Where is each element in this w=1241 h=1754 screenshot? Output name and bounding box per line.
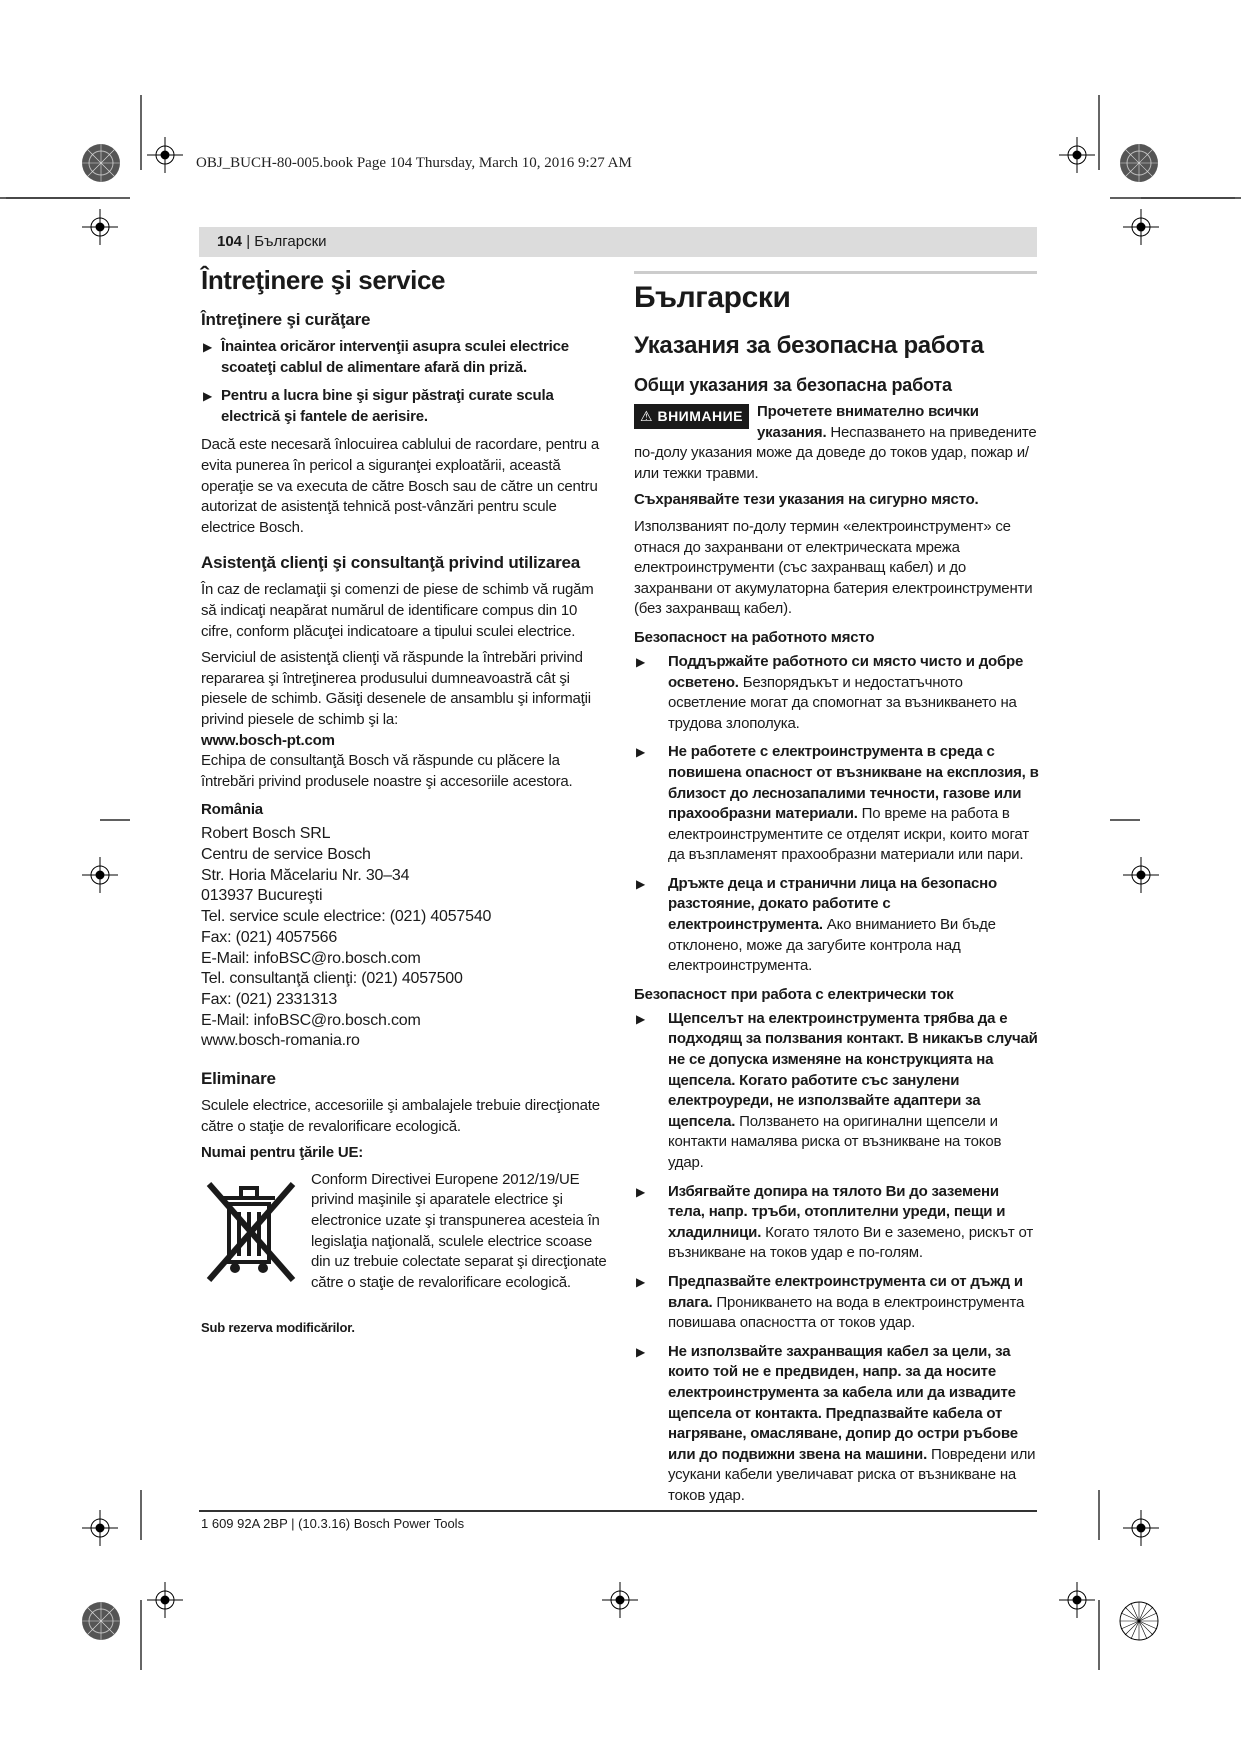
address-line: Fax: (021) 4057566: [201, 928, 338, 946]
bullet-item: ▶ Дръжте деца и странични лица на безопасно разстояние, докато работите с електроинструмента. Ако вниманието Ви бъде отклонено, може да загубите контрола над електроинструмента.: [636, 874, 997, 975]
paragraph: Използваният по-долу термин «електроинструмент» се отнася до захранвани от електрическата мрежа електроинструменти (със захранващ кабел) и до захранвани от акумулаторна батерия електроинструменти (без захранващ кабел).: [634, 517, 1033, 618]
address-line: Robert Bosch SRL: [201, 825, 331, 843]
address-line: Fax: (021) 2331313: [201, 990, 338, 1008]
header-separator: |: [242, 233, 255, 250]
address-line: Tel. consultanţă clienţi: (021) 4057500: [201, 970, 463, 988]
address-line: Str. Horia Măcelariu Nr. 30–34: [201, 866, 410, 884]
weee-text: Conform Directivei Europene 2012/19/UE privind maşinile şi aparatele electrice şi electronice uzate şi transpunerea acesteia în legislaţia naţională, sculele electrice scoase din uz trebuie colectate separat şi direcţionate către o staţie de revalorificare ecologică.: [311, 1170, 607, 1291]
bullet-triangle-icon: ▶: [636, 1274, 646, 1289]
paragraph: Echipa de consultanţă Bosch vă răspunde cu plăcere la întrebări privind produsele noastre şi accesoriile acestora.: [201, 752, 573, 790]
address-line: www.bosch-romania.ro: [201, 1032, 360, 1050]
bullet-item: ▶ Щепселът на електроинструмента трябва да е подходящ за ползвания контакт. В никакъв случай не се допуска изменяне на конструкцията на щепсела. Когато работите със занулени електроуреди, не използвайте адаптери за щепсела. Ползването на оригинални щепсели и контакти намалява риска от възникване на токов удар.: [636, 1009, 1038, 1171]
address-line: Tel. service scule electrice: (021) 4057540: [201, 908, 492, 926]
bullet-item: ▶ Pentru a lucra bine şi sigur păstraţi curate scula electrică şi fantele de aerisire.: [203, 387, 554, 425]
bullet-item: ▶ Избягвайте допира на тялото Ви до заземени тела, напр. тръби, отоплителни уреди, пещи и хладилници. Когато тялото Ви е заземено, рискът от възникване на токов удар е по-голям.: [636, 1182, 1033, 1262]
bullet-triangle-icon: ▶: [636, 1344, 646, 1359]
bullet-triangle-icon: ▶: [636, 1011, 646, 1026]
address-line: E-Mail: infoBSC@ro.bosch.com: [201, 1011, 421, 1029]
section-title: Întreţinere şi service: [201, 265, 446, 295]
paragraph: Dacă este necesară înlocuirea cablului de racordare, pentru a evita punerea în pericol a siguranţei exploatării, această operaţie se va executa de către Bosch sau de către un centru autorizat de asistenţă tehnică post-vânzări pentru scule electrice Bosch.: [201, 436, 600, 536]
bullet-item: ▶ Не работете с електроинструмента в среда с повишена опасност от възникване на експлозия, в близост до леснозапалими течности, газове или прахообразни материали. По време на работа в електроинструментите се отделят искри, които могат да възпламенят прахообразни материали или пари.: [636, 743, 1039, 864]
website-link[interactable]: www.bosch-pt.com: [201, 731, 335, 749]
bullet-item: ▶ Поддържайте работното си място чисто и добре осветено. Безпорядъкът и недостатъчното осветление могат да спомогнат за възникването на трудова злополука.: [636, 652, 1024, 732]
eu-note: Numai pentru ţările UE:: [201, 1144, 364, 1162]
left-column: [201, 265, 606, 1344]
weee-block: [201, 1170, 606, 1310]
bullet-triangle-icon: ▶: [636, 654, 646, 669]
address-line: Centru de service Bosch: [201, 845, 371, 863]
warning-badge: ⚠ ВНИМАНИЕ: [634, 404, 749, 429]
page-number: 104: [217, 233, 243, 250]
bullet-triangle-icon: ▶: [636, 1184, 646, 1199]
subsection-title: Общи указания за безопасна работа: [634, 375, 952, 395]
keep-notice: Съхранявайте тези указания на сигурно място.: [634, 491, 979, 509]
subsection-title: Eliminare: [201, 1069, 276, 1089]
warning-paragraph: ⚠ ВНИМАНИЕ Прочетете внимателно всички указания. Неспазването на приведените по-долу указания може да доведе до токов удар, пожар и/или тежки травми.: [634, 403, 1037, 482]
subsection-title: Întreţinere şi curăţare: [201, 310, 371, 329]
bullet-item: ▶ Не използвайте захранващия кабел за цели, за които той не е предвиден, напр. за да носите електроинструмента за кабела или да извадите щепсела от контакта. Предпазвайте кабела от нагряване, омасляване, допир до остри ръбове или до подвижни звена на машини. Повредени или усукани кабели увеличават риска от възникване на токов удар.: [636, 1342, 1036, 1504]
bullet-triangle-icon: ▶: [203, 340, 213, 354]
footer-rule: [199, 1510, 1037, 1512]
crossed-bin-icon: [201, 1176, 301, 1286]
page-header: [217, 233, 327, 250]
header-language: Български: [254, 233, 327, 250]
bullet-triangle-icon: ▶: [636, 745, 646, 760]
subsection-title: Безопасност на работното място: [634, 628, 875, 646]
bullet-item: ▶ Înaintea oricăror intervenţii asupra sculei electrice scoateţi cablul de alimentare afară din priză.: [203, 338, 569, 376]
address-block: [201, 824, 606, 1052]
paragraph: Serviciul de asistenţă clienţi vă răspunde la întrebări privind repararea şi întreţinerea produsului dumneavoastră cât şi piesele de schimb. Găsiţi desenele de ansamblu şi informaţii privind piesele de schimb şi la:: [201, 649, 591, 728]
bullet-triangle-icon: ▶: [203, 389, 213, 404]
page-footer: 1 609 92A 2BP | (10.3.16) Bosch Power Tools: [201, 1516, 465, 1531]
section-title: Български: [634, 281, 791, 314]
subsection-title: Указания за безопасна работа: [634, 332, 984, 359]
subsection-title: Asistenţă clienţi şi consultanţă privind utilizarea: [201, 553, 581, 573]
page-header-bar: [199, 227, 1037, 257]
bullet-item: ▶ Предпазвайте електроинструмента си от дъжд и влага. Проникването на вода в електроинструмента повишава опасността от токов удар.: [636, 1272, 1025, 1332]
paragraph: În caz de reclamaţii şi comenzi de piese de schimb vă rugăm să indicaţi neapărat numărul de identificare compus din 10 cifre, conform plăcuţei indicatoare a tipului sculei electrice.: [201, 581, 594, 640]
address-line: E-Mail: infoBSC@ro.bosch.com: [201, 949, 421, 967]
disclaimer: Sub rezerva modificărilor.: [201, 1319, 355, 1335]
bullet-triangle-icon: ▶: [636, 876, 646, 891]
country-heading: România: [201, 801, 263, 819]
subsection-title: Безопасност при работа с електрически ток: [634, 985, 954, 1003]
address-line: 013937 Bucureşti: [201, 887, 323, 905]
print-slug: OBJ_BUCH-80-005.book Page 104 Thursday, March 10, 2016 9:27 AM: [196, 155, 632, 171]
paragraph: Sculele electrice, accesoriile şi ambalajele trebuie direcţionate către o staţie de revalorificare ecologică.: [201, 1097, 600, 1135]
right-column: [634, 272, 1039, 1515]
